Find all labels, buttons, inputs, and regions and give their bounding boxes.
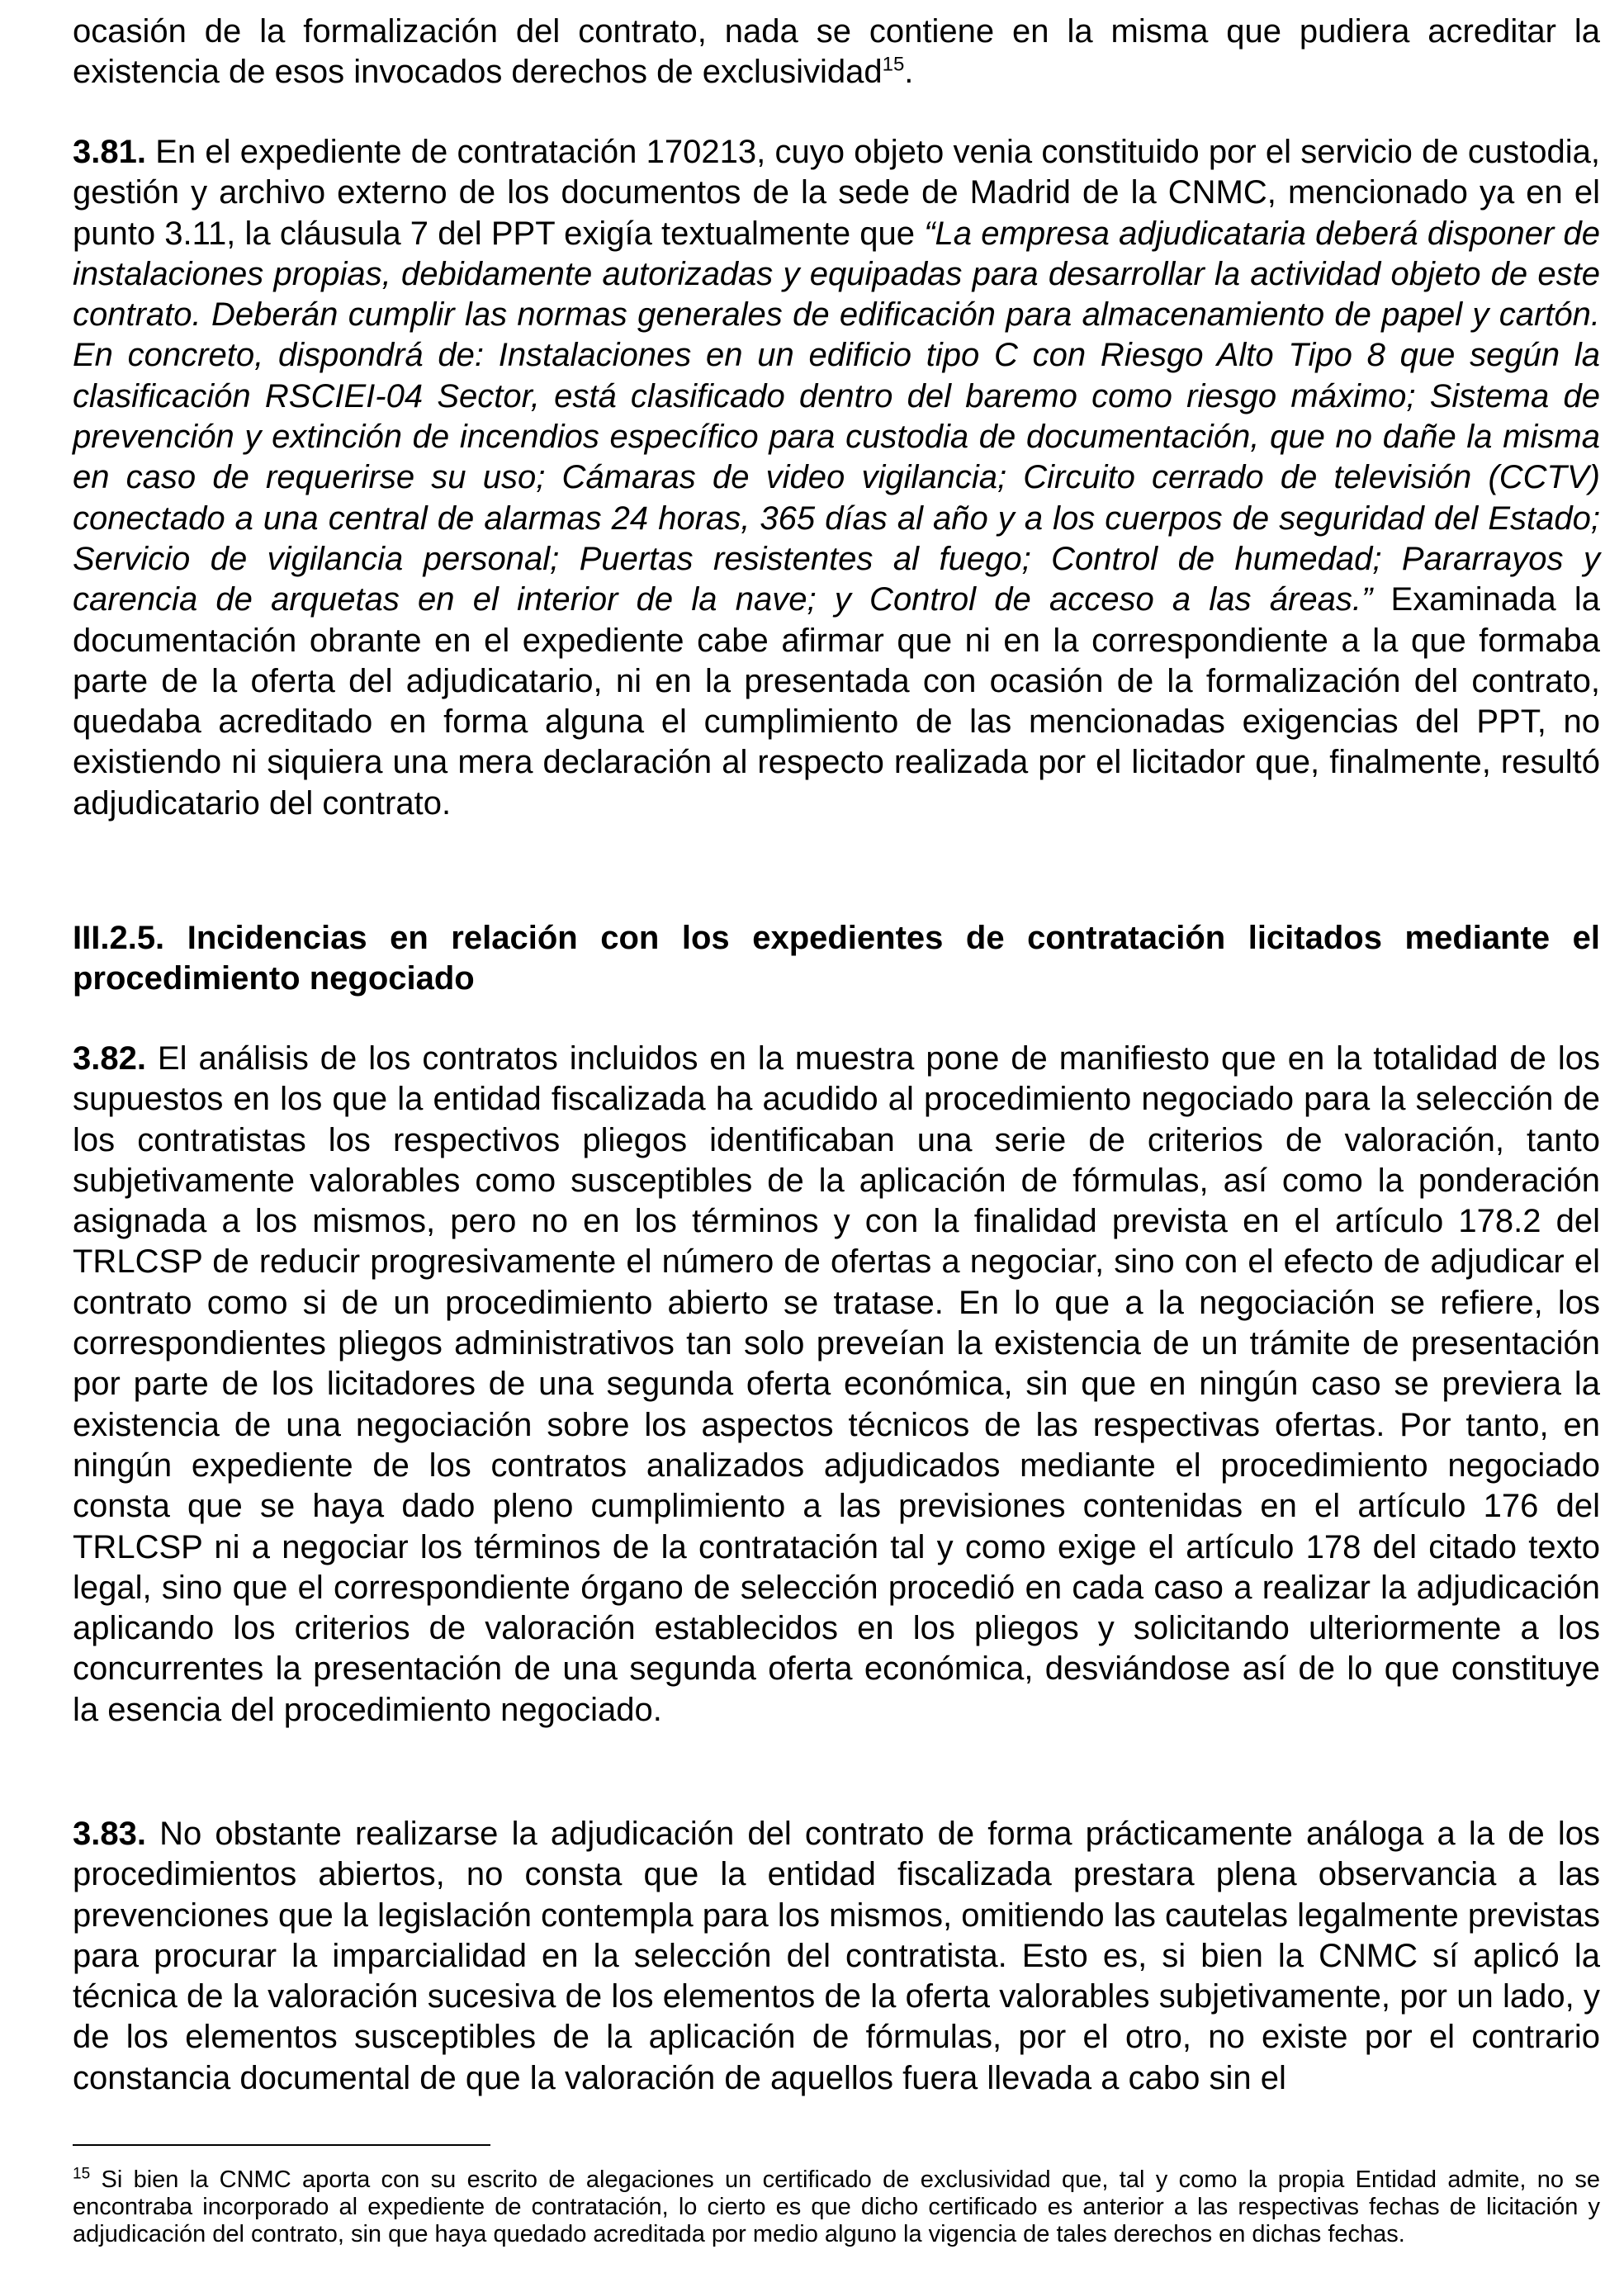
paragraph-3-83	[73, 1814, 1600, 2099]
paragraph-text-continued: Examinada la documentación obrante en el expediente cabe afirmar que ni en la correspondiente a la que formaba parte de la oferta del adjudicatario, ni en la presentada con ocasión de la formalización del contrato, quedaba acreditado en forma alguna el cumplimiento de las mencionadas exigencias del PPT, no existiendo ni siquiera una mera declaración al respecto realizada por el licitador que, finalmente, resultó adjudicatario del contrato.	[73, 581, 1600, 822]
footnote-reference: 15	[882, 53, 905, 76]
footnote-number: 15	[73, 2165, 91, 2183]
footnote-text: Si bien la CNMC aporta con su escrito de alegaciones un certificado de exclusividad que, tal y como la propia Entidad admite, no se encontraba incorporado al expediente de contratación, lo cierto es que dicho certificado es anterior a las respectivas fechas de licitación y adjudicación del contrato, sin que haya quedado acreditada por medio alguno la vigencia de tales derechos en dichas fechas.	[73, 2167, 1600, 2248]
footnote-separator	[73, 2144, 490, 2146]
paragraph-number: 3.81.	[73, 134, 146, 170]
section-number: III.2.5.	[73, 920, 165, 956]
paragraph-text: El análisis de los contratos incluidos en la muestra pone de manifiesto que en la totalidad de los supuestos en los que la entidad fiscalizada ha acudido al procedimiento negociado para la selección de los contratistas los respectivos pliegos identificaban una serie de criterios de valoración, tanto subjetivamente valorables como susceptibles de la aplicación de fórmulas, así como la ponderación asignada a los mismos, pero no en los términos y con la finalidad prevista en el artículo 178.2 del TRLCSP de reducir progresivamente el número de ofertas a negociar, sino con el efecto de adjudicar el contrato como si de un procedimiento abierto se tratase. En lo que a la negociación se refiere, los correspondientes pliegos administrativos tan solo preveían la existencia de un trámite de presentación por parte de los licitadores de una segunda oferta económica, sin que en ningún caso se previera la existencia de una negociación sobre los aspectos técnicos de las respectivas ofertas. Por tanto, en ningún expediente de los contratos analizados adjudicados mediante el procedimiento negociado consta que se haya dado pleno cumplimiento a las previsiones contenidas en el artículo 176 del TRLCSP ni a negociar los términos de la contratación tal y como exige el artículo 178 del citado texto legal, sino que el correspondiente órgano de selección procedió en cada caso a realizar la adjudicación aplicando los criterios de valoración establecidos en los pliegos y solicitando ulteriormente a los concurrentes la presentación de una segunda oferta económica, desviándose así de lo que constituye la esencia del procedimiento negociado.	[73, 1040, 1600, 1728]
paragraph-text: En el expediente de contratación 170213, cuyo objeto venia constituido por el servicio de custodia, gestión y archivo externo de los documentos de la sede de Madrid de la CNMC, mencionado ya en el punto 3.11, la cláusula 7 del PPT exigía textualmente que	[73, 134, 1600, 252]
paragraph-quote: “La empresa adjudicataria deberá disponer de instalaciones propias, debidamente autorizadas y equipadas para desarrollar la actividad objeto de este contrato. Deberán cumplir las normas generales de edificación para almacenamiento de papel y cartón. En concreto, dispondrá de: Instalaciones en un edificio tipo C con Riesgo Alto Tipo 8 que según la clasificación RSCIEI-04 Sector, está clasificado dentro del baremo como riesgo máximo; Sistema de prevención y extinción de incendios específico para custodia de documentación, que no dañe la misma en caso de requerirse su uso; Cámaras de video vigilancia; Circuito cerrado de televisión (CCTV) conectado a una central de alarmas 24 horas, 365 días al año y a los cuerpos de seguridad del Estado; Servicio de vigilancia personal; Puertas resistentes al fuego; Control de humedad; Pararrayos y carencia de arquetas en el interior de la nave; y Control de acceso a las áreas.”	[73, 215, 1600, 618]
section-title: Incidencias en relación con los expedientes de contratación licitados mediante el procedimiento negociado	[73, 920, 1600, 997]
section-heading-3-2-5	[73, 918, 1600, 1000]
paragraph-continuation	[73, 12, 1600, 93]
paragraph-number: 3.83.	[73, 1816, 146, 1852]
paragraph-3-81	[73, 132, 1600, 824]
footnote	[73, 2167, 1600, 2249]
paragraph-3-82	[73, 1039, 1600, 1731]
paragraph-text: ocasión de la formalización del contrato, nada se contiene en la misma que pudiera acreditar la existencia de esos invocados derechos de exclusividad	[73, 13, 1600, 91]
paragraph-text: No obstante realizarse la adjudicación del contrato de forma prácticamente análoga a la de los procedimientos abiertos, no consta que la entidad fiscalizada prestara plena observancia a las prevenciones que la legislación contempla para los mismos, omitiendo las cautelas legalmente previstas para procurar la imparcialidad en la selección del contratista. Esto es, si bien la CNMC sí aplicó la técnica de la valoración sucesiva de los elementos de la oferta valorables subjetivamente, por un lado, y de los elementos susceptibles de la aplicación de fórmulas, por el otro, no existe por el contrario constancia documental de que la valoración de aquellos fuera llevada a cabo sin el	[73, 1816, 1600, 2096]
paragraph-end: .	[904, 54, 914, 91]
paragraph-number: 3.82.	[73, 1040, 146, 1077]
